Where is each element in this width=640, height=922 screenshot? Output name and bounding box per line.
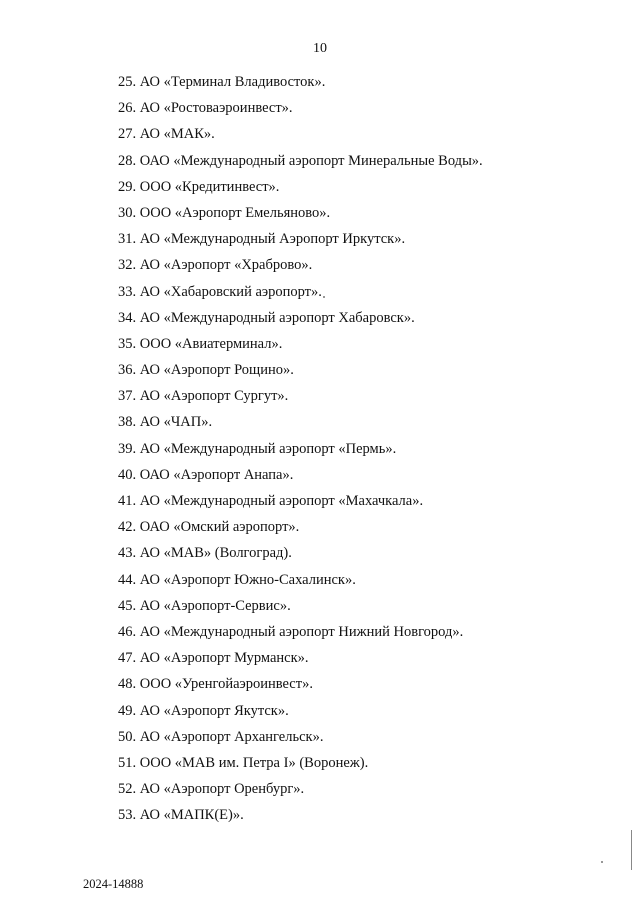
- list-item: 36. АО «Аэропорт Рощино».: [118, 362, 294, 379]
- scan-speck: [601, 861, 603, 863]
- list-item: 33. АО «Хабаровский аэропорт».: [118, 283, 322, 300]
- list-item: 28. ОАО «Международный аэропорт Минеральные Воды».: [118, 152, 483, 169]
- list-item: 52. АО «Аэропорт Оренбург».: [118, 781, 305, 798]
- list-item: 37. АО «Аэропорт Сургут».: [118, 388, 289, 405]
- list-item: 46. АО «Международный аэропорт Нижний Новгород».: [118, 623, 464, 640]
- list-item: 49. АО «Аэропорт Якутск».: [118, 702, 289, 719]
- list-item: 39. АО «Международный аэропорт «Пермь».: [118, 440, 397, 457]
- list-item: 43. АО «МАВ» (Волгоград).: [118, 545, 292, 562]
- list-item: 45. АО «Аэропорт-Сервис».: [118, 597, 291, 614]
- list-item: 29. ООО «Кредитинвест».: [118, 178, 280, 195]
- list-item: 38. АО «ЧАП».: [118, 414, 213, 431]
- list-item: 35. ООО «Авиатерминал».: [118, 335, 283, 352]
- list-item: 42. ОАО «Омский аэропорт».: [118, 519, 300, 536]
- list-item: 44. АО «Аэропорт Южно-Сахалинск».: [118, 571, 356, 588]
- page-number: 10: [313, 41, 327, 56]
- document-id: 2024-14888: [83, 877, 144, 891]
- list-item: 40. ОАО «Аэропорт Анапа».: [118, 466, 294, 483]
- list-item: 47. АО «Аэропорт Мурманск».: [118, 650, 309, 667]
- list-item: 41. АО «Международный аэропорт «Махачкала».: [118, 493, 424, 509]
- list-item: 25. АО «Терминал Владивосток».: [118, 74, 326, 90]
- list-item: 50. АО «Аэропорт Архангельск».: [118, 728, 324, 745]
- list-item: 48. ООО «Уренгойаэроинвест».: [118, 676, 313, 693]
- list-item: 34. АО «Международный аэропорт Хабаровск».: [118, 309, 415, 326]
- list-item: 26. АО «Ростоваэроинвест».: [118, 100, 293, 117]
- list-item: 27. АО «МАК».: [118, 126, 215, 143]
- scan-edge-mark: [631, 830, 632, 870]
- scan-speck: [323, 296, 325, 298]
- list-item: 30. ООО «Аэропорт Емельяново».: [118, 204, 331, 221]
- list-item: 32. АО «Аэропорт «Храброво».: [118, 257, 313, 274]
- organization-list: [118, 72, 618, 831]
- list-item: 53. АО «МАПК(Е)».: [118, 807, 244, 824]
- list-item: 51. ООО «МАВ им. Петра I» (Воронеж).: [118, 754, 369, 771]
- list-item: 31. АО «Международный Аэропорт Иркутск».: [118, 231, 406, 248]
